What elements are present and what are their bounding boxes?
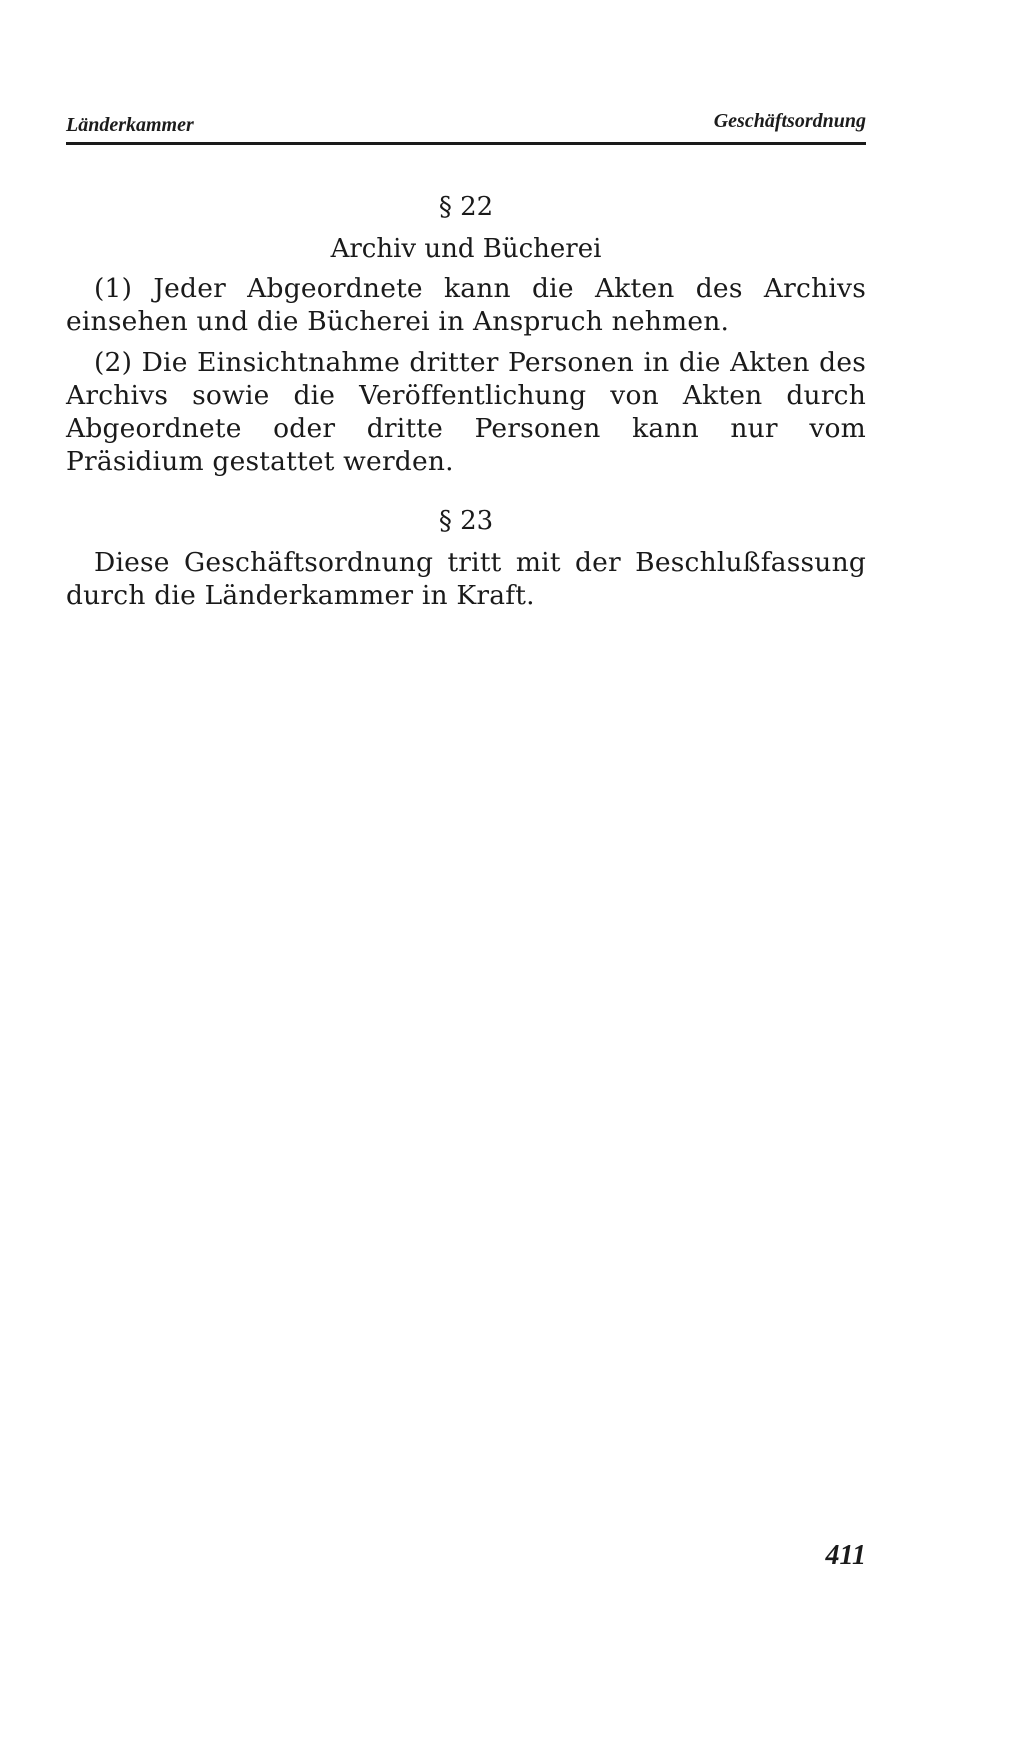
header-rule xyxy=(66,142,866,145)
header-right-title: Geschäftsordnung xyxy=(713,110,866,132)
section-number: § 22 xyxy=(438,192,494,222)
section-23 xyxy=(66,504,866,612)
section-22 xyxy=(66,190,866,478)
section-title: Archiv und Bücherei xyxy=(330,234,602,264)
paragraph-1: (1) Jeder Abgeordnete kann die Akten des Archivs einsehen und die Bücherei in Anspruch nehmen. xyxy=(66,273,866,337)
page-content xyxy=(66,170,866,620)
running-header xyxy=(66,108,866,138)
page-number: 411 xyxy=(825,1540,866,1571)
paragraph-2: (2) Die Einsichtnahme dritter Personen in die Akten des Archivs sowie die Veröffentlichung von Akten durch Abgeordnete oder dritte Personen kann nur vom Präsidium gestattet werden. xyxy=(66,347,866,477)
section-number: § 23 xyxy=(438,506,494,536)
paragraph-1: Diese Geschäftsordnung tritt mit der Beschlußfassung durch die Länderkammer in Kraft. xyxy=(66,547,866,611)
header-left-title: Länderkammer xyxy=(66,114,194,136)
